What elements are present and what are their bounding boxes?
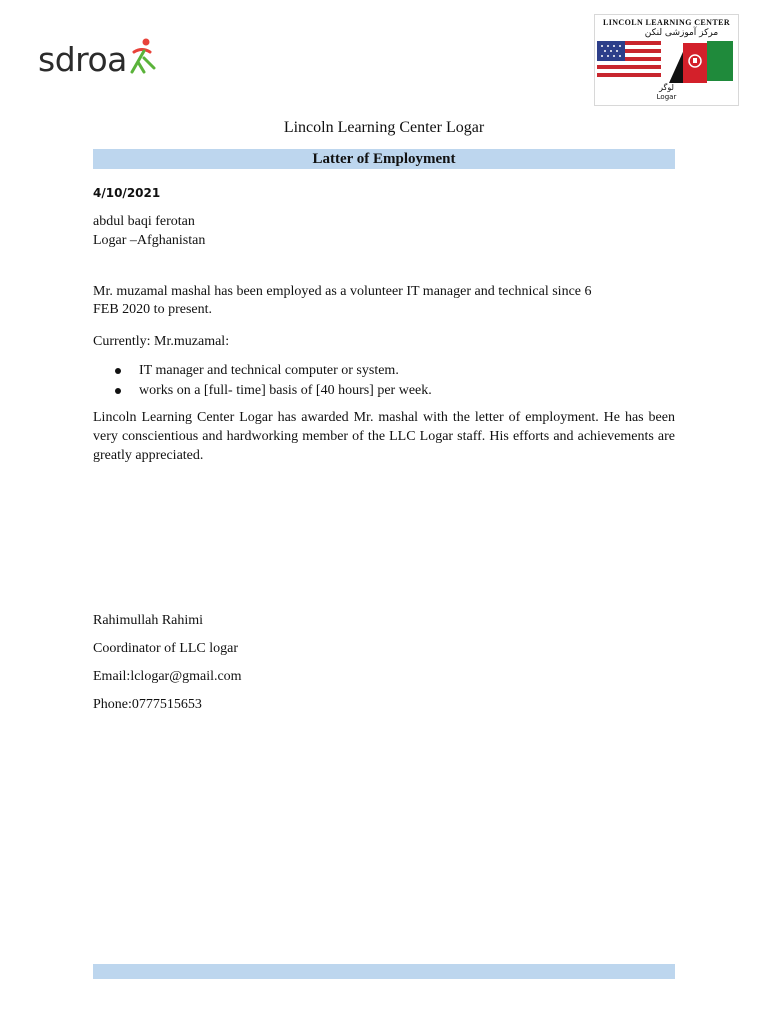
llc-logo-arabic: مرکز آموزشی لنکن	[644, 28, 719, 38]
document-heading: Lincoln Learning Center Logar	[283, 119, 485, 136]
us-afghan-flags-icon	[597, 39, 735, 83]
signatory-phone: Phone:0777515653	[93, 697, 202, 712]
bullet-icon	[115, 368, 121, 374]
intro-line-1: Mr. muzamal mashal has been employed as a volunteer IT manager and technical since 6	[93, 284, 592, 299]
letter-date: 4/10/2021	[93, 186, 161, 200]
signatory-role: Coordinator of LLC logar	[93, 641, 239, 656]
currently-label: Currently: Mr.muzamal:	[93, 334, 230, 349]
closing-paragraph: Lincoln Learning Center Logar has awarded Mr. mashal with the letter of employment. He has been very conscientious and hardworking member of the LLC Logar staff. His efforts and achievements are greatly appreciated.	[93, 410, 675, 463]
list-item: IT manager and technical computer or system.	[93, 361, 432, 381]
title-band	[93, 149, 675, 169]
llc-logo-title: LINCOLN LEARNING CENTER	[603, 18, 730, 27]
sdroa-figure-icon	[124, 38, 158, 78]
duties-list	[93, 361, 432, 401]
sdroa-logo-text: sdroa	[38, 40, 127, 79]
sdroa-logo	[36, 34, 160, 94]
llc-logo-sub-latin: Logar	[656, 93, 677, 101]
bullet-icon	[115, 388, 121, 394]
intro-line-2: FEB 2020 to present.	[93, 302, 212, 317]
list-item: works on a [full- time] basis of [40 hours] per week.	[93, 381, 432, 401]
document-title: Latter of Employment	[312, 151, 456, 167]
signatory-email: Email:lclogar@gmail.com	[93, 669, 242, 684]
recipient-name: abdul baqi ferotan	[93, 214, 195, 229]
footer-band	[93, 964, 675, 979]
signatory-name: Rahimullah Rahimi	[93, 613, 204, 628]
recipient-location: Logar –Afghanistan	[93, 233, 206, 248]
llc-logo	[594, 14, 739, 106]
llc-logo-sub-arabic: لوگر	[659, 83, 674, 92]
